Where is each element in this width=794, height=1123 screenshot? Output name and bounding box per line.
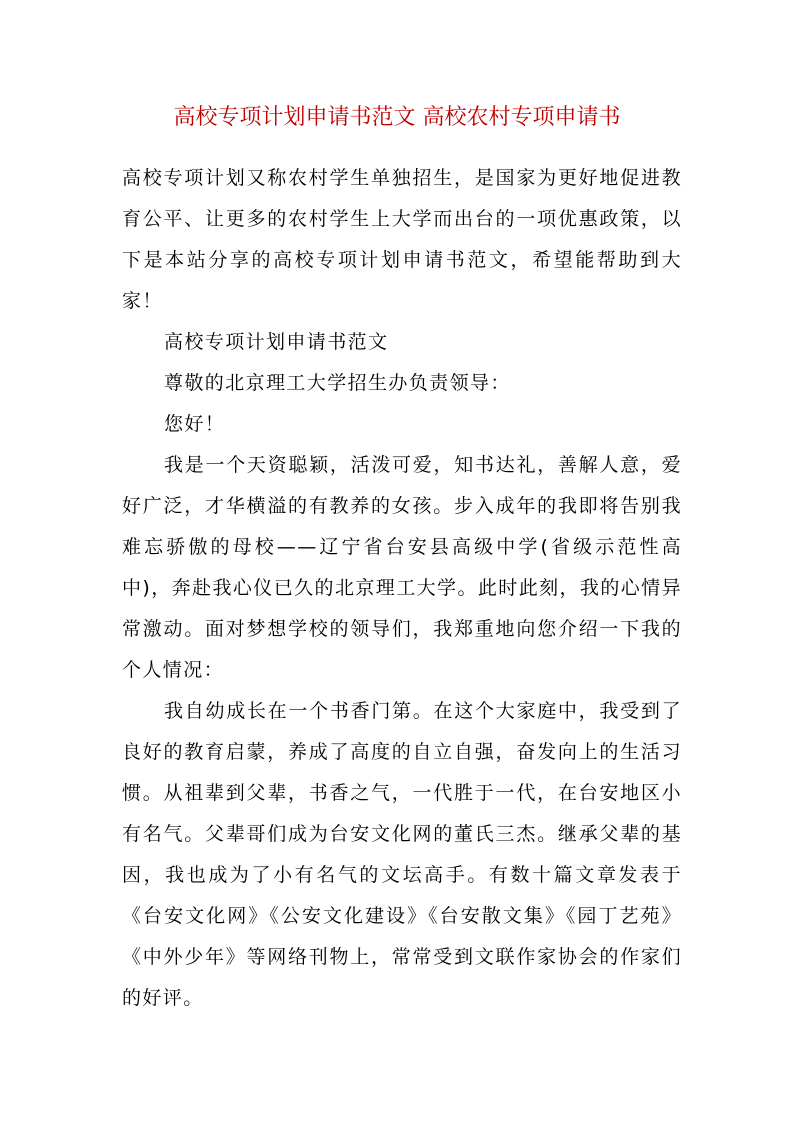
document-title: 高校专项计划申请书范文 高校农村专项申请书 — [173, 105, 621, 130]
paragraph-greeting: 您好！ — [164, 413, 226, 435]
paragraph-self-introduction: 我是一个天资聪颖，活泼可爱，知书达礼，善解人意，爱好广泛，才华横溢的有教养的女孩。步入成年的我即将告别我难忘骄傲的母校——辽宁省台安县高级中学(省级示范性高中)，奔赴我心仪已久的北京理工大学。此时此刻，我的心情异常激动。面对梦想学校的领导们，我郑重地向您介绍一下我的个人情况： — [122, 454, 682, 681]
paragraph-heading: 高校专项计划申请书范文 — [164, 331, 389, 353]
document-body — [122, 158, 682, 1019]
paragraph-intro: 高校专项计划又称农村学生单独招生，是国家为更好地促进教育公平、让更多的农村学生上大学而出台的一项优惠政策，以下是本站分享的高校专项计划申请书范文，希望能帮助到大家！ — [122, 167, 682, 312]
paragraph-family-background: 我自幼成长在一个书香门第。在这个大家庭中，我受到了良好的教育启蒙，养成了高度的自立自强，奋发向上的生活习惯。从祖辈到父辈，书香之气，一代胜于一代，在台安地区小有名气。父辈哥们成为台安文化网的董氏三杰。继承父辈的基因，我也成为了小有名气的文坛高手。有数十篇文章发表于《台安文化网》《公安文化建设》《台安散文集》《园丁艺苑》《中外少年》等网络刊物上，常常受到文联作家协会的作家们的好评。 — [122, 700, 682, 1009]
paragraph-salutation: 尊敬的北京理工大学招生办负责领导： — [164, 372, 511, 394]
